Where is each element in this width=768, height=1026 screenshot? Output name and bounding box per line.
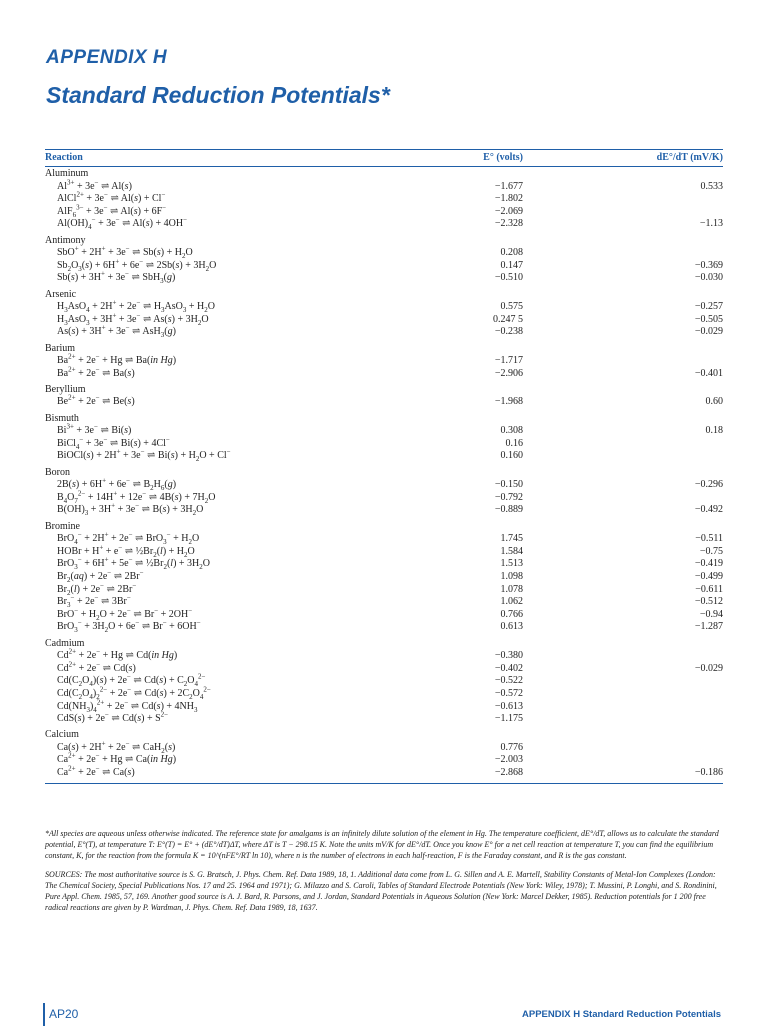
dedt-cell: −0.511 [695, 533, 723, 545]
table-row [45, 272, 723, 285]
table-row [45, 672, 723, 689]
element-name: Aluminum [45, 168, 89, 179]
e0-cell: −2.868 [494, 767, 523, 779]
column-header-reaction: Reaction [45, 152, 83, 163]
column-header-e0: E° (volts) [483, 152, 523, 163]
dedt-cell: −0.401 [694, 367, 723, 379]
table-row [45, 190, 723, 206]
table-row [45, 698, 723, 714]
dedt-cell: −0.94 [699, 608, 723, 620]
e0-cell: −1.677 [494, 180, 523, 192]
reaction-cell: $Cd(C_2O_4)(s) + 2e^-$ ⇌ $Cd(s) + C_2O_4^{2-}$ [57, 672, 206, 689]
e0-cell: −1.175 [494, 713, 523, 725]
reaction-cell: BiCl$_4$− + 3e− ⇌ Bi(s) + 4Cl− [57, 435, 170, 451]
reaction-cell: $Cd(NH_3)_4^{2+} + 2e^-$ ⇌ $Cd(s) + 4NH_3$ [57, 698, 198, 714]
e0-cell: 0.147 [500, 259, 523, 271]
table-row [45, 323, 723, 340]
dedt-cell: −0.75 [699, 545, 723, 557]
dedt-cell: −0.296 [694, 479, 723, 491]
reaction-cell: $Ba^{2+} + 2e^- + Hg$ ⇌ Ba(in Hg) [57, 352, 177, 367]
dedt-cell: −0.499 [694, 570, 723, 582]
table-row [45, 530, 723, 547]
table-row [45, 754, 723, 767]
reaction-cell: $BrO^- + H_2O + 2e^-$ ⇌ Br− + 2OH− [57, 606, 193, 622]
table-row [45, 647, 723, 663]
element-name: Cadmium [45, 637, 85, 649]
table-row [45, 581, 723, 597]
table-row [45, 311, 723, 327]
dedt-cell: −0.029 [694, 326, 723, 338]
table-row [45, 543, 723, 559]
e0-cell: 0.308 [500, 425, 523, 437]
dedt-cell: −0.505 [694, 313, 723, 325]
e0-cell: 0.208 [500, 247, 523, 259]
element-name: Beryllium [45, 383, 86, 395]
reaction-cell: Ca(s) + 2H+ + 2e− ⇌ CaH$_2$(s) [57, 739, 176, 755]
element-group-header [45, 729, 723, 742]
reaction-cell: HOBr + H+ + e− ⇌ $\frac{1}{2}Br_2(l) + H_2O$ [57, 543, 195, 559]
e0-cell: −0.792 [494, 491, 523, 503]
reaction-cell: 2B(s) + 6H+ + 6e− ⇌ $B_2H_6(g)$ [57, 476, 177, 493]
table-row [45, 178, 723, 194]
dedt-cell: −1.13 [699, 218, 723, 230]
table-row [45, 660, 723, 676]
element-name: Calcium [45, 729, 79, 741]
reaction-cell: BiOCl(s) + 2H+ + 3e− ⇌ $Bi(s) + H_2O + Cl^-$ [57, 448, 231, 464]
e0-cell: 0.766 [500, 608, 523, 620]
reaction-cell: Sb(s) + 3H+ + 3e− ⇌ SbH$_3$(g) [57, 270, 176, 286]
reaction-cell: $Ca^{2+} + 2e^- + Hg$ ⇌ Ca(in Hg) [57, 752, 177, 766]
element-group-header [45, 413, 723, 426]
table-row [45, 764, 723, 780]
dedt-cell: −0.611 [695, 583, 723, 595]
element-group-header [45, 289, 723, 302]
table-row [45, 476, 723, 493]
e0-cell: −0.572 [494, 687, 523, 699]
e0-cell: 1.584 [500, 545, 523, 557]
reaction-cell: $Ca^{2+} + 2e^-$ ⇌ Ca(s) [57, 764, 135, 779]
table-row [45, 621, 723, 634]
reaction-cell: $BrO_3^- + 3H_2O + 6e^-$ ⇌ Br− + 6OH− [57, 619, 201, 635]
table-bottom-rule [45, 783, 723, 784]
e0-cell: −2.906 [494, 367, 523, 379]
e0-cell: −1.968 [494, 396, 523, 408]
table-row [45, 298, 723, 315]
e0-cell: −0.613 [494, 700, 523, 712]
reaction-cell: $Sb_2O_3(s) + 6H^+ + 6e^-$ ⇌ $2Sb(s) + 3H_2O$ [57, 257, 217, 273]
reaction-cell: $B_4O_7^{2-} + 14H^+ + 12e^-$ ⇌ $4B(s) + 7H_2O$ [57, 489, 216, 505]
table-row [45, 685, 723, 701]
running-head: APPENDIX H Standard Reduction Potentials [522, 1009, 721, 1020]
dedt-cell: −0.257 [694, 301, 723, 313]
page-number: AP20 [49, 1007, 79, 1021]
table-row [45, 203, 723, 219]
dedt-cell: 0.60 [705, 396, 723, 408]
table-row [45, 218, 723, 231]
e0-cell: 1.062 [500, 596, 523, 608]
reaction-cell: $Br_3^- + 2e^-$ ⇌ 3Br− [57, 593, 131, 610]
e0-cell: −0.150 [494, 479, 523, 491]
reaction-cell: AlF$_6^{3-}$ + 3e− ⇌ Al(s) + 6F− [57, 203, 167, 219]
footnote: *All species are aqueous unless otherwise indicated. The reference state for amalgams is an infinitely dilute solution of the element in Hg. The temperature coefficient, dE°/dT, allows us to calculate the standard potential, E°(T), at temperature T: E°(T) = E° + (dE°/dT)ΔT, where ΔT is T − 298.15 K. Note the units mV/K for dE°/dT. Once you know E° for a net cell reaction at temperature T, you can find the equilibrium constant, K, for the reaction from the formula K = 10^(nFE°/RT ln 10), where n is the number of electrons in each half-reaction, F is the Faraday constant, and R is the gas constant. [45, 829, 719, 861]
reaction-cell: $Al^{3+} + 3e^-$ ⇌ Al(s) [57, 178, 132, 192]
page-number-rule [43, 1003, 45, 1026]
reaction-cell: BrO$_4$− + 2H+ + 2e− ⇌ $BrO_3^- + H_2O$ [57, 530, 200, 547]
reaction-cell: $Br_2(l) + 2e^-$ ⇌ 2Br− [57, 581, 137, 597]
element-group-header [45, 343, 723, 356]
table-row [45, 435, 723, 451]
table-row [45, 352, 723, 368]
e0-cell: 0.575 [500, 301, 523, 313]
reaction-cell: $Cd^{2+} + 2e^- + Hg$ ⇌ Cd(in Hg) [57, 647, 178, 662]
sources-note: SOURCES: The most authoritative source is S. G. Bratsch, J. Phys. Chem. Ref. Data 1989, 18, 1. Additional data come from L. G. Sillen and A. E. Martell, Stability Constants of Metal-Ion Complexes (London: The Chemical Society, Special Publications Nos. 17 and 25. 1964 and 1971); G. Milazzo and S. Caroli, Tables of Standard Electrode Potentials (New York: Wiley, 1978); T. Mussini, P. Longhi, and S. Rondinini, Pure Appl. Chem. 1985, 57, 169. Another good source is A. J. Bard, R. Parsons, and J. Jordan, Standard Potentials in Aqueous Solution (New York: Marcel Dekker, 1985). Reduction potentials for 1 200 free radical reactions are given by P. Wardman, J. Phys. Chem. Ref. Data 1989, 18, 1637. [45, 869, 717, 913]
element-name: Arsenic [45, 288, 77, 300]
table-top-rule [45, 149, 723, 150]
element-group-header [45, 235, 723, 248]
page-title: Standard Reduction Potentials* [46, 82, 390, 108]
e0-cell: −0.522 [494, 675, 523, 687]
table-row [45, 739, 723, 755]
reaction-cell: CdS(s) + 2e− ⇌ $Cd(s) + S^{2-}$ [57, 710, 169, 725]
element-group-header [45, 467, 723, 480]
table-row [45, 422, 723, 438]
element-name: Bismuth [45, 412, 79, 424]
dedt-cell: −0.492 [694, 504, 723, 516]
reaction-cell: $Be^{2+} + 2e^-$ ⇌ Be(s) [57, 394, 135, 408]
reaction-cell: $B(OH)_3 + 3H^+ + 3e^-$ ⇌ $B(s) + 3H_2O$ [57, 502, 204, 518]
dedt-cell: −0.186 [694, 767, 723, 779]
table-header-rule [45, 166, 723, 167]
reaction-cell: SbO+ + 2H+ + 3e− ⇌ $Sb(s) + H_2O$ [57, 244, 193, 261]
element-group-header [45, 521, 723, 534]
table-row [45, 257, 723, 273]
dedt-cell: −0.512 [694, 596, 723, 608]
table-body [45, 168, 723, 784]
e0-cell: 0.16 [505, 437, 523, 449]
e0-cell: 0.776 [500, 741, 523, 753]
reaction-cell: $Ba^{2+} + 2e^-$ ⇌ Ba(s) [57, 365, 135, 379]
e0-cell: −1.802 [494, 193, 523, 205]
table-row [45, 396, 723, 409]
e0-cell: −0.238 [494, 326, 523, 338]
table-row [45, 504, 723, 517]
e0-cell: 1.078 [500, 583, 523, 595]
table-row [45, 244, 723, 261]
e0-cell: −2.069 [494, 205, 523, 217]
e0-cell: −1.717 [494, 355, 523, 367]
reaction-cell: $Cd^{2+} + 2e^-$ ⇌ Cd(s) [57, 660, 136, 674]
dedt-cell: −1.287 [694, 621, 723, 633]
table-row [45, 450, 723, 463]
table-notes [45, 828, 725, 920]
appendix-label: APPENDIX H [46, 47, 168, 68]
dedt-cell: −0.030 [694, 272, 723, 284]
dedt-cell: −0.369 [694, 259, 723, 271]
e0-cell: 1.745 [500, 533, 523, 545]
table-row [45, 593, 723, 610]
element-name: Antimony [45, 234, 86, 246]
e0-cell: 1.098 [500, 570, 523, 582]
reaction-cell: $Br_2(aq) + 2e^-$ ⇌ 2Br− [57, 568, 144, 584]
table-row [45, 606, 723, 622]
e0-cell: −0.402 [494, 662, 523, 674]
reaction-cell: $Bi^{3+} + 3e^-$ ⇌ Bi(s) [57, 422, 132, 437]
reaction-cell: $H_3AsO_3 + 3H^+ + 3e^-$ ⇌ $As(s) + 3H_2O$ [57, 311, 209, 327]
e0-cell: −2.003 [494, 754, 523, 766]
element-name: Barium [45, 342, 75, 354]
dedt-cell: −0.029 [694, 662, 723, 674]
element-group-header [45, 168, 723, 181]
e0-cell: 0.160 [500, 450, 523, 462]
reaction-cell: $Al(OH)_4^- + 3e^-$ ⇌ Al(s) + 4OH− [57, 216, 188, 232]
e0-cell: −0.380 [494, 650, 523, 662]
element-group-header [45, 384, 723, 397]
reaction-cell: AlCl$^{2+}$ + 3e− ⇌ Al(s) + Cl− [57, 190, 166, 205]
dedt-cell: 0.533 [700, 180, 723, 192]
dedt-cell: −0.419 [694, 558, 723, 570]
reaction-cell: $H_3AsO_4 + 2H^+ + 2e^-$ ⇌ $H_3AsO_3 + H_2O$ [57, 298, 215, 315]
table-row [45, 558, 723, 571]
dedt-cell: 0.18 [705, 425, 723, 437]
reaction-cell: $Cd(C_2O_4)_2^{2-} + 2e^-$ ⇌ $Cd(s) + 2C_2O_4^{2-}$ [57, 685, 211, 701]
table-row [45, 710, 723, 726]
element-name: Bromine [45, 520, 80, 532]
table-row [45, 489, 723, 505]
e0-cell: −0.510 [494, 272, 523, 284]
e0-cell: 0.247 5 [493, 313, 523, 325]
reaction-cell: As(s) + 3H+ + 3e− ⇌ AsH$_3$(g) [57, 323, 176, 340]
element-name: Boron [45, 466, 70, 478]
table-row [45, 365, 723, 381]
e0-cell: 0.613 [500, 621, 523, 633]
element-group-header [45, 638, 723, 651]
column-header-dedt: dE°/dT (mV/K) [656, 152, 723, 163]
table-row [45, 568, 723, 584]
e0-cell: −2.328 [494, 218, 523, 230]
reaction-cell: BrO$_3$− + 6H+ + 5e− ⇌ $\frac{1}{2}Br_2(l) + 3H_2O$ [57, 556, 210, 572]
e0-cell: 1.513 [500, 558, 523, 570]
e0-cell: −0.889 [494, 504, 523, 516]
